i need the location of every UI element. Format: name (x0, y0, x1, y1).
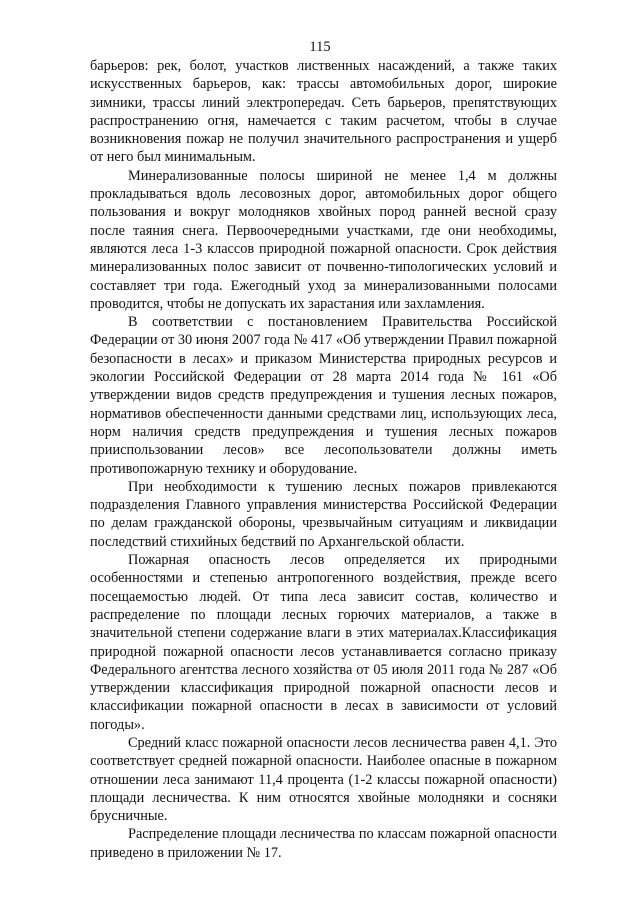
paragraph-mineralized-strips: Минерализованные полосы шириной не менее 1,4 м должны прокладываться вдоль лесовозных дорог, автомобильных дорог общего пользования и вокруг молодняков хвойных пород ранней весной сразу после таяния снега. Первоочередными участками, где они необходимы, являются леса 1-3 классов природной пожарной опасности. Срок действия минерализованных полос зависит от почвенно-типологических условий и составляет три года. Ежегодный уход за минерализованными полосами проводится, чтобы не допускать их зарастания или захламления. (90, 167, 557, 312)
document-body (90, 57, 557, 862)
page-number: 115 (309, 39, 331, 55)
paragraph-fire-danger: Пожарная опасность лесов определяется их природными особенностями и степенью антропогенного воздействия, прежде всего посещаемостью людей. От типа леса зависит состав, количество и распределение по площади лесных горючих материалов, а также в значительной степени содержание влаги в этих материалах.Классификация природной пожарной опасности лесов устанавливается согласно приказу Федерального агентства лесного хозяйства от 05 июля 2011 года № 287 «Об утверждении классификация природной пожарной опасности лесов и классификации пожарной опасности в лесах в зависимости от условий погоды». (90, 552, 557, 733)
paragraph-barriers-continuation: барьеров: рек, болот, участков лиственных насаждений, а также таких искусственных барьеров, как: трассы автомобильных дорог, широкие зимники, трассы линий электропередач. Сеть барьеров, препятствующих распространению огня, намечается с таким расчетом, чтобы в случае возникновения пожар не получил значительного распространения и ущерб от него был минимальным. (90, 58, 557, 166)
paragraph-emergency-services: При необходимости к тушению лесных пожаров привлекаются подразделения Главного управления министерства Российской Федерации по делам гражданской обороны, чрезвычайным ситуациям и ликвидации последствий стихийных бедствий по Архангельской области. (90, 478, 557, 550)
paragraph-average-class: Средний класс пожарной опасности лесов лесничества равен 4,1. Это соответствует средней пожарной опасности. Наиболее опасные в пожарном отношении леса занимают 11,4 процента (1-2 классы пожарной опасности) площади лесничества. К ним относятся хвойные молодняки и сосняки брусничные. (90, 734, 557, 825)
paragraph-regulations: В соответствии с постановлением Правительства Российской Федерации от 30 июня 2007 года № 417 «Об утверждении Правил пожарной безопасности в лесах» и приказом Министерства природных ресурсов и экологии Российской Федерации от 28 марта 2014 года № 161 «Об утверждении видов средств предупреждения и тушения лесных пожаров, нормативов обеспеченности данными средствами лиц, использующих леса, норм наличия средств предупреждения и тушения лесных пожаров прииспользовании лесов» все лесопользователи должны иметь противопожарную технику и оборудование. (90, 314, 557, 477)
paragraph-appendix-reference: Распределение площади лесничества по классам пожарной опасности приведено в приложении № 17. (90, 826, 557, 861)
